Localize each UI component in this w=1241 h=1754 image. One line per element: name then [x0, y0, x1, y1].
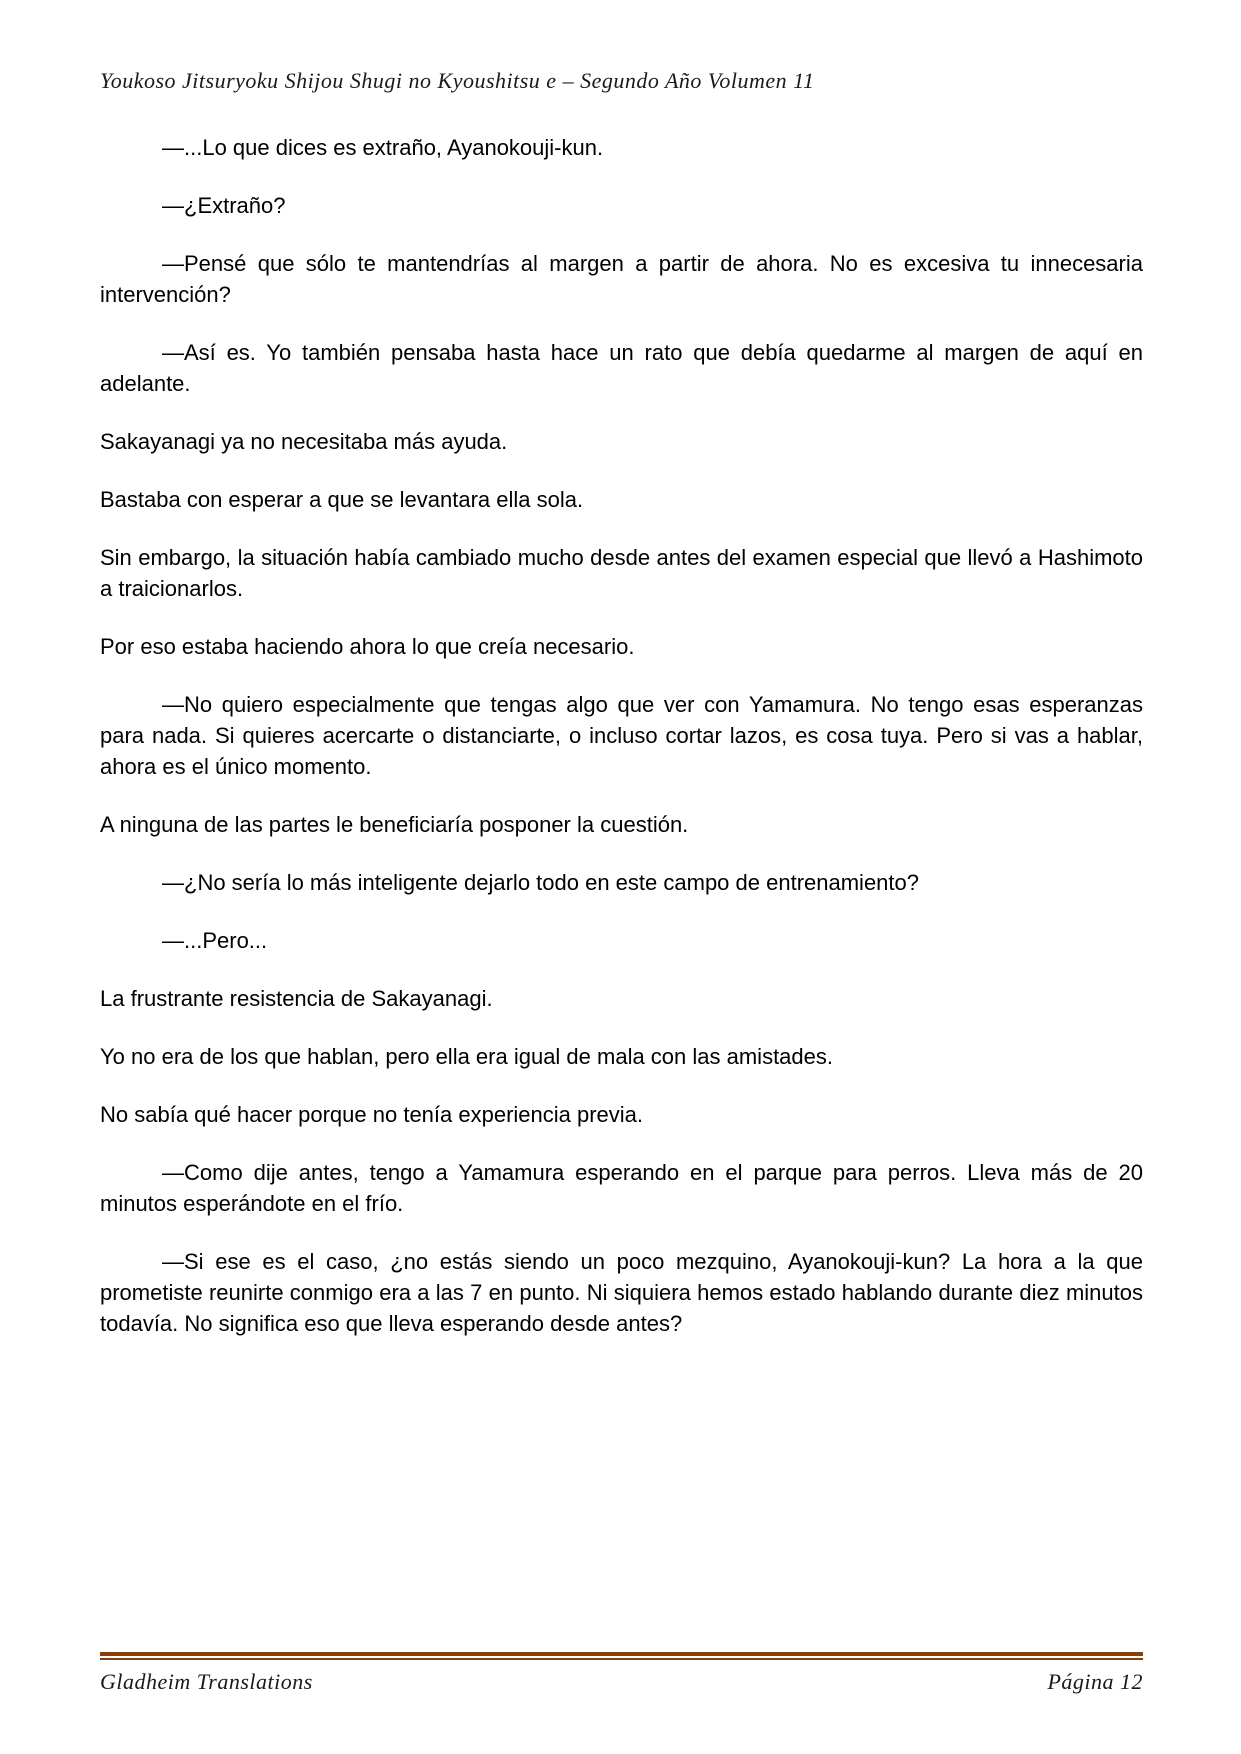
page-footer: [100, 1652, 1143, 1695]
paragraph: —...Lo que dices es extraño, Ayanokouji-kun.: [162, 135, 604, 160]
paragraph: —¿Extraño?: [162, 193, 286, 218]
footer-page-number: Página 12: [1047, 1669, 1143, 1694]
paragraph: La frustrante resistencia de Sakayanagi.: [100, 986, 493, 1011]
page-header-title: Youkoso Jitsuryoku Shijou Shugi no Kyoushitsu e – Segundo Año Volumen 11: [100, 68, 815, 93]
paragraph: No sabía qué hacer porque no tenía experiencia previa.: [100, 1102, 644, 1127]
paragraph: —...Pero...: [162, 928, 268, 953]
paragraph: Sakayanagi ya no necesitaba más ayuda.: [100, 429, 508, 454]
paragraph: —¿No sería lo más inteligente dejarlo todo en este campo de entrenamiento?: [162, 870, 919, 895]
paragraph: —Así es. Yo también pensaba hasta hace un rato que debía quedarme al margen de aquí en adelante.: [100, 340, 1143, 396]
paragraph: —Si ese es el caso, ¿no estás siendo un poco mezquino, Ayanokouji-kun? La hora a la que prometiste reunirte conmigo era a las 7 en punto. Ni siquiera hemos estado hablando durante diez minutos todavía. No significa eso que lleva esperando desde antes?: [100, 1249, 1143, 1336]
paragraph: Yo no era de los que hablan, pero ella era igual de mala con las amistades.: [100, 1044, 834, 1069]
document-body: [100, 132, 1143, 1366]
paragraph: Por eso estaba haciendo ahora lo que creía necesario.: [100, 634, 635, 659]
paragraph: Bastaba con esperar a que se levantara ella sola.: [100, 487, 584, 512]
paragraph: Sin embargo, la situación había cambiado mucho desde antes del examen especial que llevó a Hashimoto a traicionarlos.: [100, 545, 1143, 601]
paragraph: A ninguna de las partes le beneficiaría posponer la cuestión.: [100, 812, 689, 837]
paragraph: —Como dije antes, tengo a Yamamura esperando en el parque para perros. Lleva más de 20 minutos esperándote en el frío.: [100, 1160, 1143, 1216]
paragraph: —No quiero especialmente que tengas algo que ver con Yamamura. No tengo esas esperanzas para nada. Si quieres acercarte o distanciarte, o incluso cortar lazos, es cosa tuya. Pero si vas a hablar, ahora es el único momento.: [100, 692, 1143, 779]
footer-divider: [100, 1652, 1143, 1660]
footer-translator-credit: Gladheim Translations: [100, 1669, 313, 1694]
paragraph: —Pensé que sólo te mantendrías al margen a partir de ahora. No es excesiva tu innecesaria intervención?: [100, 251, 1143, 307]
